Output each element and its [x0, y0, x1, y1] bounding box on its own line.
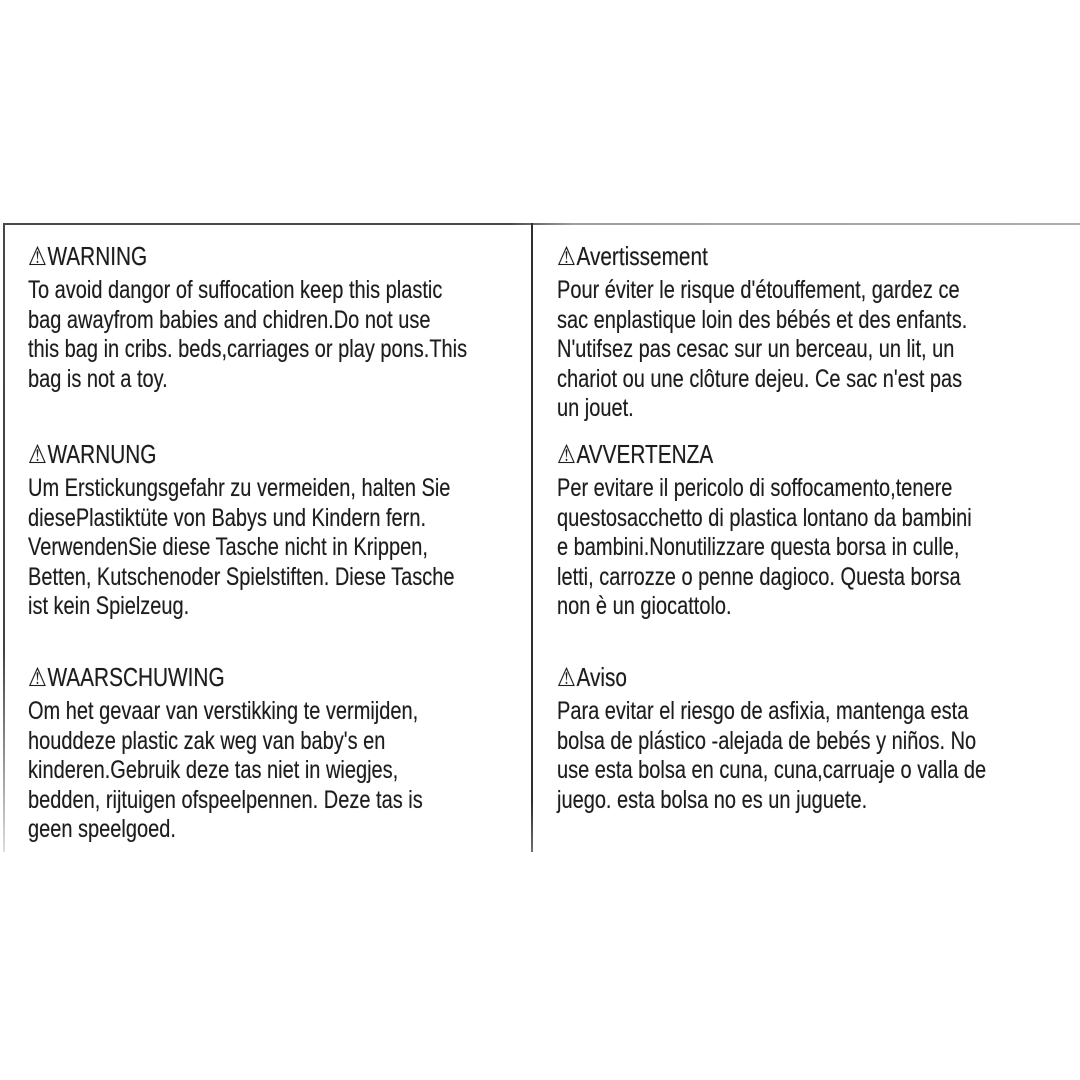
text-line: juego. esta bolsa no es un juguete. [557, 785, 868, 814]
warning-triangle-icon: ⚠ [557, 241, 576, 271]
warning-section-german [28, 439, 561, 622]
left-border-line [3, 223, 5, 852]
text-line: bolsa de plástico -alejada de bebés y niños. No [557, 726, 977, 755]
text-line: diesePlastiktüte von Babys und Kindern fern. [28, 503, 427, 532]
section-heading [557, 662, 986, 692]
text-line: Um Erstickungsgefahr zu vermeiden, halten Sie [28, 474, 451, 502]
text-line: Per evitare il pericolo di soffocamento,tenere [557, 474, 953, 502]
section-title: WAARSCHUWING [47, 662, 225, 692]
text-line: geen speelgoed. [28, 815, 176, 844]
text-line: this bag in cribs. beds,carriages or play pons.This [28, 335, 468, 364]
text-line: To avoid dangor of suffocation keep this plastic [28, 276, 443, 304]
section-title: Aviso [576, 662, 627, 692]
warning-section-spanish [557, 662, 1080, 815]
text-line: sac enplastique loin des bébés et des enfants. [557, 305, 968, 334]
text-line: bag awayfrom babies and chidren.Do not use [28, 305, 431, 334]
section-heading [557, 241, 967, 271]
section-heading [557, 439, 972, 469]
warning-triangle-icon: ⚠ [28, 662, 47, 692]
text-line: N'utifsez pas cesac sur un berceau, un lit, un [557, 335, 955, 364]
section-title: WARNUNG [47, 439, 157, 469]
section-heading [28, 241, 467, 271]
warning-triangle-icon: ⚠ [28, 439, 47, 469]
section-title: AVVERTENZA [576, 439, 714, 469]
text-line: un jouet. [557, 394, 634, 423]
text-line: use esta bolsa en cuna, cuna,carruaje o valla de [557, 756, 987, 785]
text-line: Para evitar el riesgo de asfixia, mantenga esta [557, 697, 969, 725]
section-title: WARNING [47, 241, 148, 271]
section-heading [28, 439, 455, 469]
warning-section-english [28, 241, 577, 394]
section-body [28, 276, 577, 394]
warning-triangle-icon: ⚠ [557, 439, 576, 469]
text-line: VerwendenSie diese Tasche nicht in Krippen, [28, 533, 428, 562]
section-body [557, 276, 1070, 424]
text-line: Om het gevaar van verstikking te vermijden, [28, 697, 419, 725]
section-body [557, 697, 1080, 815]
text-line: questosacchetto di plastica lontano da bambini [557, 503, 972, 532]
text-line: Pour éviter le risque d'étouffement, gardez ce [557, 276, 960, 304]
text-line: Betten, Kutschenoder Spielstiften. Diese Tasche [28, 562, 455, 591]
section-body [557, 474, 1075, 622]
warning-section-dutch [28, 662, 521, 845]
text-line: bedden, rijtuigen ofspeelpennen. Deze tas is [28, 785, 423, 814]
warning-section-french [557, 241, 1070, 424]
text-line: e bambini.Nonutilizzare questa borsa in culle, [557, 533, 960, 562]
text-line: chariot ou une clôture dejeu. Ce sac n'est pas [557, 364, 963, 393]
warning-triangle-icon: ⚠ [557, 662, 576, 692]
text-line: non è un giocattolo. [557, 592, 732, 621]
text-line: houddeze plastic zak weg van baby's en [28, 726, 386, 755]
section-body [28, 474, 561, 622]
text-line: kinderen.Gebruik deze tas niet in wiegjes, [28, 756, 399, 785]
text-line: ist kein Spielzeug. [28, 592, 190, 621]
text-line: bag is not a toy. [28, 364, 168, 393]
warning-section-italian [557, 439, 1075, 622]
section-body [28, 697, 521, 845]
section-heading [28, 662, 423, 692]
top-border-line [3, 223, 1080, 225]
warning-triangle-icon: ⚠ [28, 241, 47, 271]
text-line: letti, carrozze o penne dagioco. Questa borsa [557, 562, 961, 591]
section-title: Avertissement [576, 241, 708, 271]
